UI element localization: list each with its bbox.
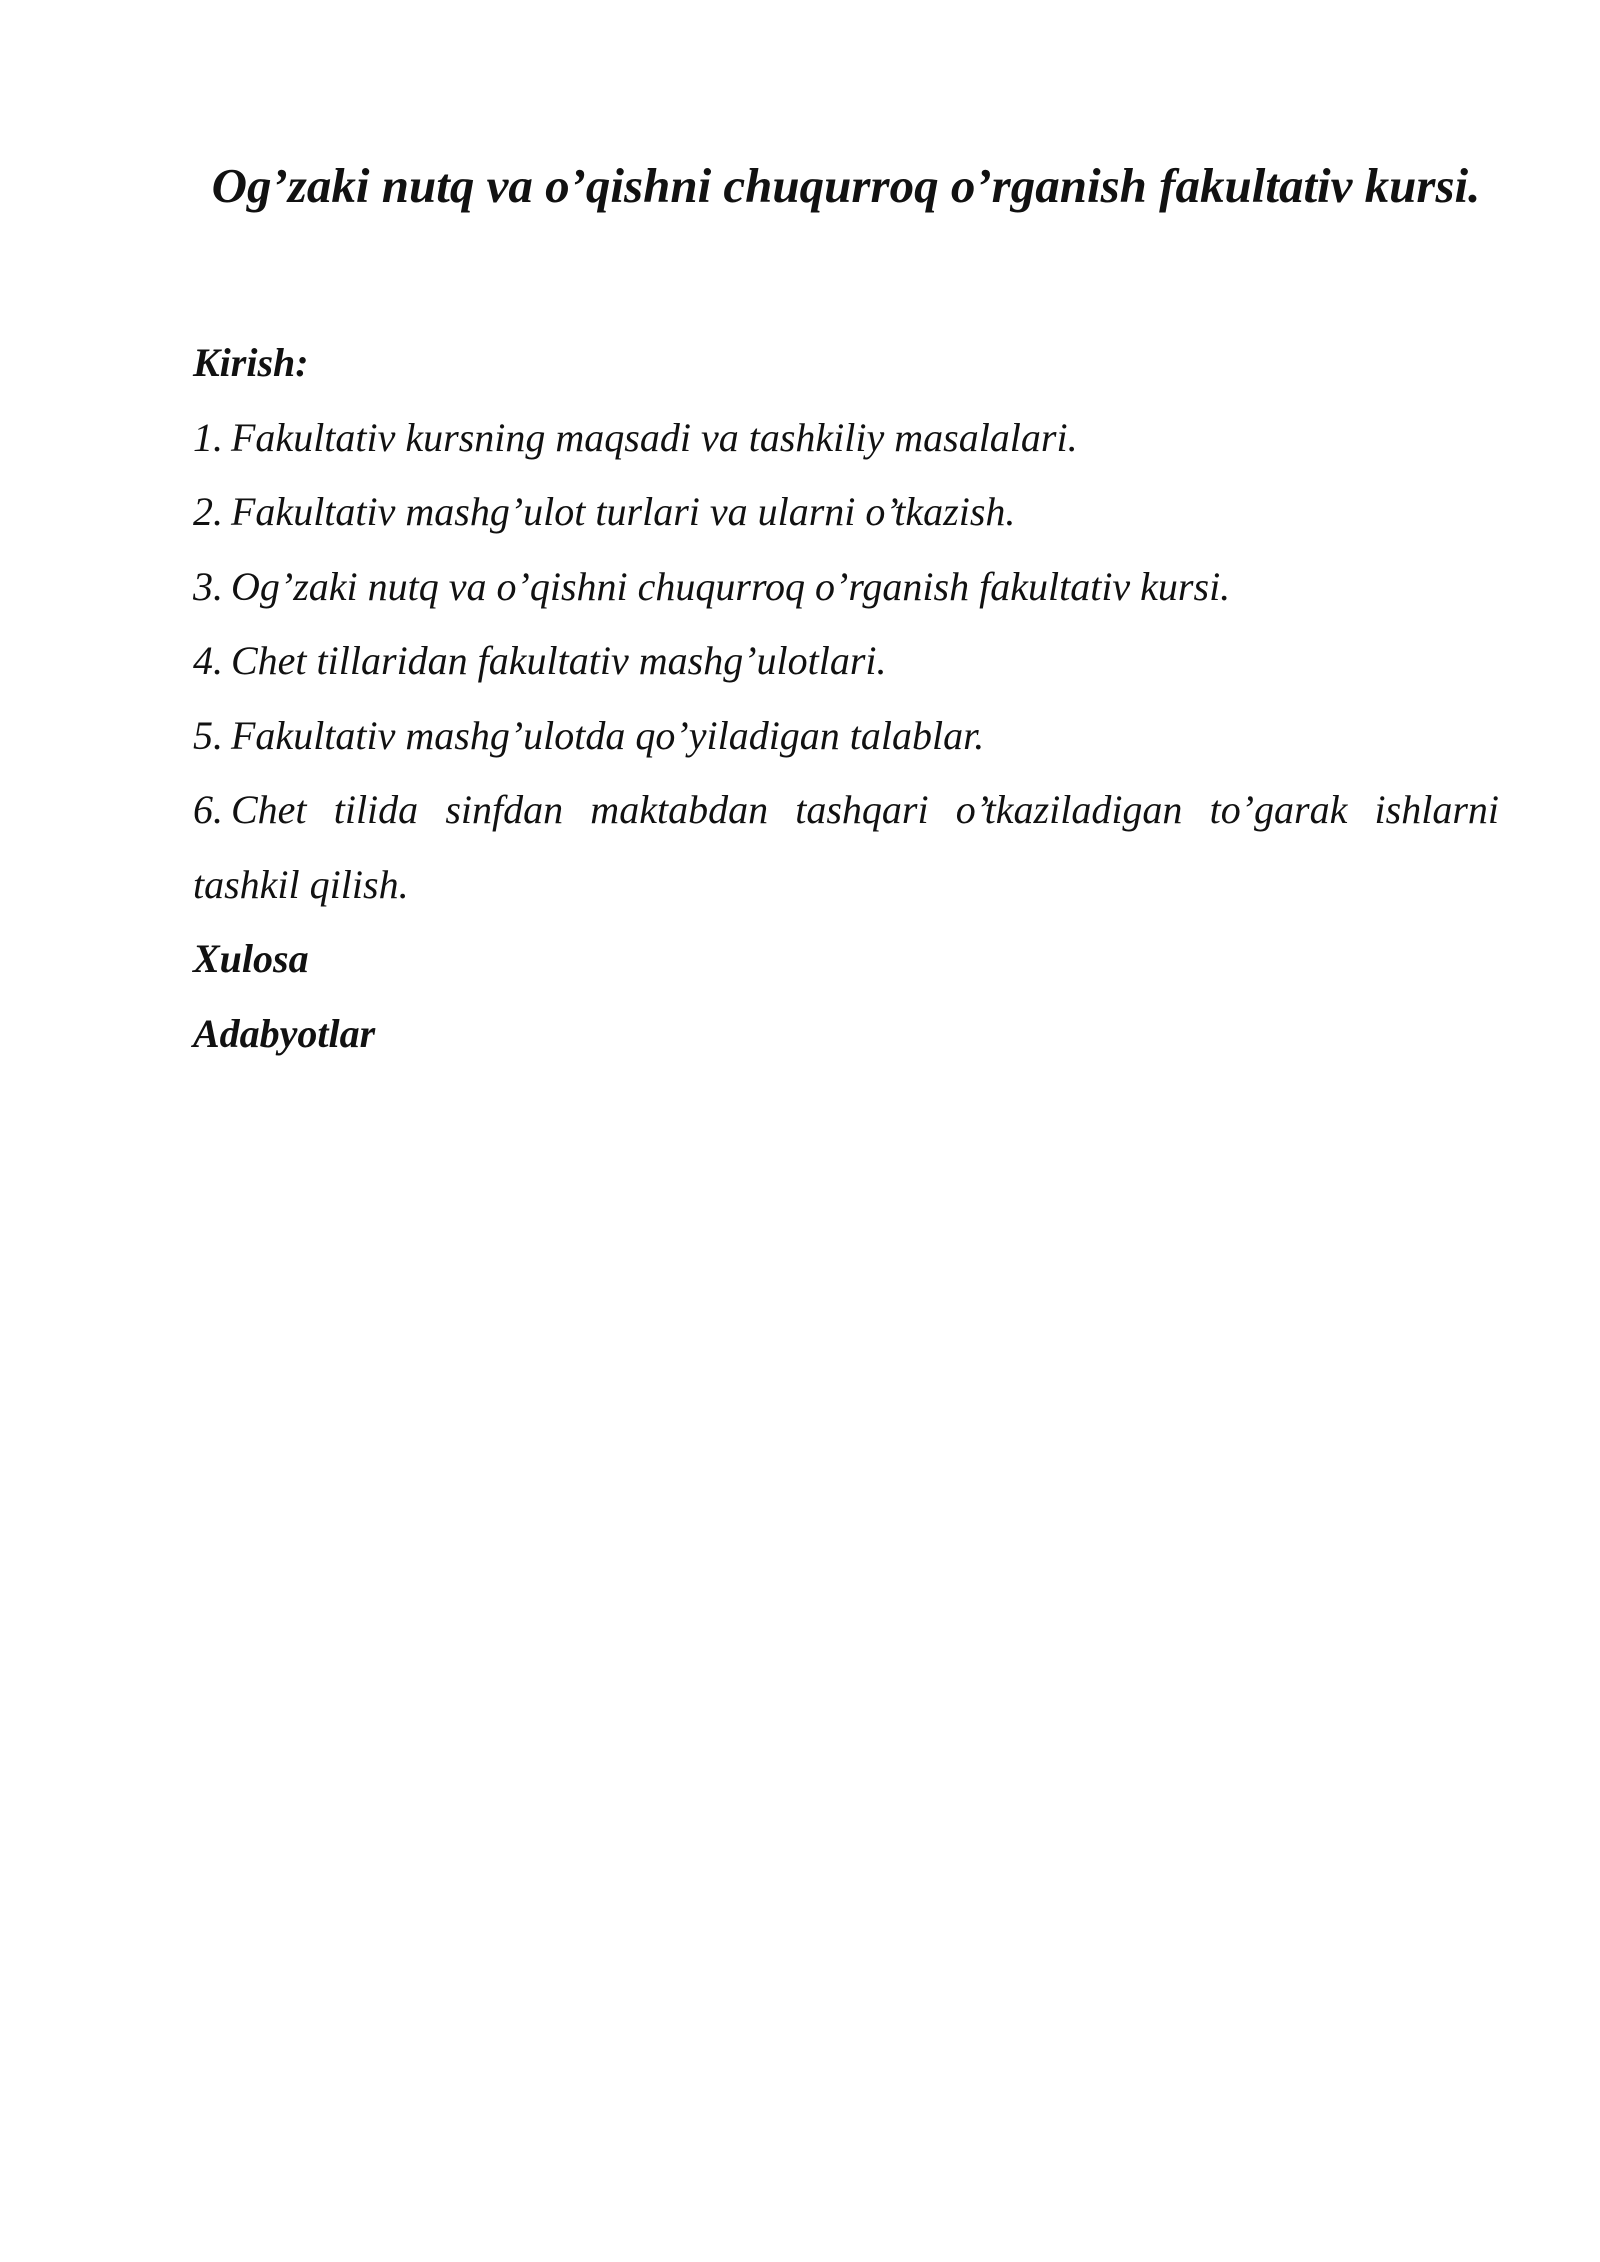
item-number: 1. [193, 414, 223, 460]
list-item [193, 401, 1499, 476]
item-number: 6. [193, 787, 223, 832]
references-heading: Adabyotlar [193, 1010, 376, 1056]
item-text: Fakultativ mashg’ulotda qo’yiladigan talablar. [231, 712, 985, 758]
item-number: 5. [193, 712, 223, 758]
item-text: Fakultativ mashg’ulot turlari va ularni o’tkazish. [231, 489, 1016, 534]
item-number: 2. [193, 489, 223, 534]
intro-heading: Kirish: [193, 340, 309, 385]
list-item [193, 624, 1499, 699]
item-text: Chet tilida sinfdan maktabdan tashqari o’tkaziladigan to’garak ishlarni [231, 787, 1499, 832]
list-item [193, 550, 1499, 625]
list-item [193, 475, 1499, 550]
item-text: Fakultativ kursning maqsadi va tashkiliy masalalari. [231, 414, 1078, 460]
item-text: Chet tillaridan fakultativ mashg’ulotlari. [231, 638, 887, 683]
item-text-continuation: tashkil qilish. [193, 861, 409, 907]
list-item [193, 773, 1499, 922]
item-text: Og’zaki nutq va o’qishni chuqurroq o’rganish fakultativ kursi. [231, 563, 1231, 609]
table-of-contents [193, 326, 1499, 1071]
contents-list [193, 401, 1499, 923]
document-title: Og’zaki nutq va o’qishni chuqurroq o’rganish fakultativ kursi. [211, 158, 1481, 213]
item-first-line [193, 773, 1499, 848]
list-item [193, 699, 1499, 774]
item-number: 3. [193, 563, 223, 609]
item-number: 4. [193, 638, 223, 683]
conclusion-heading: Xulosa [193, 936, 309, 981]
